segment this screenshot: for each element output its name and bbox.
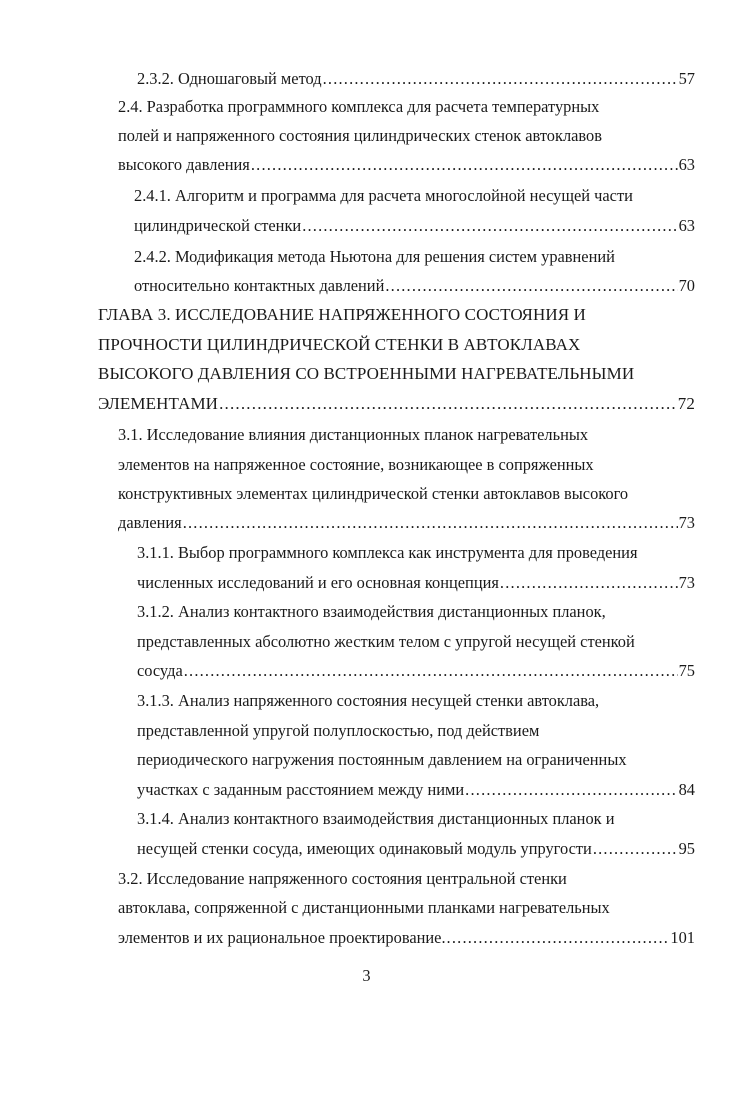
toc-entry-2-4-line-2: полей и напряженного состояния цилиндрических стенок автоклавов xyxy=(118,126,602,145)
toc-entry-text: участках с заданным расстоянием между ними xyxy=(137,780,465,799)
toc-entry-3-2 xyxy=(118,928,695,948)
toc-entry-2-3-2 xyxy=(137,69,695,89)
toc-entry-text: 2.3.2. Одношаговый метод xyxy=(137,69,322,88)
toc-entry-3-1-2 xyxy=(137,661,695,681)
toc-page-number: 101 xyxy=(670,928,695,947)
toc-entry-3-1-line-2: элементов на напряженное состояние, возникающее в сопряженных xyxy=(118,455,594,474)
toc-entry-3-1-1-line-1: 3.1.1. Выбор программного комплекса как инструмента для проведения xyxy=(137,543,638,562)
toc-entry-text: высокого давления xyxy=(118,155,250,174)
toc-entry-text: элементов и их рациональное проектирование. xyxy=(118,928,446,947)
toc-page-number: 70 xyxy=(678,276,695,295)
toc-entry-3-1-2-line-1: 3.1.2. Анализ контактного взаимодействия дистанционных планок, xyxy=(137,602,606,621)
toc-page-number: 63 xyxy=(678,155,695,174)
toc-chapter-3-line-2: ПРОЧНОСТИ ЦИЛИНДРИЧЕСКОЙ СТЕНКИ В АВТОКЛАВАХ xyxy=(98,335,581,354)
toc-entry-3-1-3-line-2: представленной упругой полуплоскостью, под действием xyxy=(137,721,540,740)
toc-entry-3-1-3-line-1: 3.1.3. Анализ напряженного состояния несущей стенки автоклава, xyxy=(137,691,600,710)
toc-entry-2-4-2 xyxy=(134,276,695,296)
toc-entry-3-1-4 xyxy=(137,839,695,859)
dot-leader xyxy=(593,839,678,859)
toc-entry-2-4-1 xyxy=(134,216,695,236)
toc-chapter-3-line-3: ВЫСОКОГО ДАВЛЕНИЯ СО ВСТРОЕННЫМИ НАГРЕВАТЕЛЬНЫМИ xyxy=(98,364,635,383)
toc-entry-text: несущей стенки сосуда, имеющих одинаковый модуль упругости xyxy=(137,839,592,858)
toc-entry-3-2-line-2: автоклава, сопряженной с дистанционными планками нагревательных xyxy=(118,898,610,917)
toc-entry-3-1 xyxy=(118,513,695,533)
toc-page-number: 57 xyxy=(678,69,695,88)
toc-entry-text: относительно контактных давлений xyxy=(134,276,385,295)
page-number: 3 xyxy=(362,966,371,985)
dot-leader xyxy=(385,276,677,296)
toc-entry-2-4-1-line-1: 2.4.1. Алгоритм и программа для расчета многослойной несущей части xyxy=(134,186,633,205)
toc-entry-3-1-line-1: 3.1. Исследование влияния дистанционных планок нагревательных xyxy=(118,425,589,444)
dot-leader xyxy=(500,573,678,593)
dot-leader xyxy=(183,513,678,533)
toc-page-number: 84 xyxy=(678,780,695,799)
toc-entry-3-1-1 xyxy=(137,573,695,593)
toc-entry-3-1-4-line-1: 3.1.4. Анализ контактного взаимодействия дистанционных планок и xyxy=(137,809,615,828)
toc-entry-text: численных исследований и его основная концепция xyxy=(137,573,499,592)
toc-chapter-3 xyxy=(98,394,695,414)
dot-leader xyxy=(251,155,678,175)
toc-entry-text: ЭЛЕМЕНТАМИ xyxy=(98,394,219,413)
toc-entry-3-2-line-1: 3.2. Исследование напряженного состояния центральной стенки xyxy=(118,869,567,888)
dot-leader xyxy=(465,780,677,800)
toc-entry-3-1-2-line-2: представленных абсолютно жестким телом с упругой несущей стенкой xyxy=(137,632,635,651)
toc-entry-3-1-line-3: конструктивных элементах цилиндрической стенки автоклавов высокого xyxy=(118,484,629,503)
dot-leader xyxy=(184,661,678,681)
toc-page-number: 72 xyxy=(677,394,695,413)
toc-entry-text: сосуда xyxy=(137,661,183,680)
dot-leader xyxy=(219,394,677,414)
toc-entry-2-4-line-1: 2.4. Разработка программного комплекса для расчета температурных xyxy=(118,97,600,116)
toc-entry-3-1-3-line-3: периодического нагружения постоянным давлением на ограниченных xyxy=(137,750,627,769)
dot-leader xyxy=(302,216,677,236)
dot-leader xyxy=(447,928,670,948)
toc-entry-text: давления xyxy=(118,513,182,532)
toc-page-number: 73 xyxy=(678,513,695,532)
toc-chapter-3-line-1: ГЛАВА 3. ИССЛЕДОВАНИЕ НАПРЯЖЕННОГО СОСТОЯНИЯ И xyxy=(98,305,586,324)
toc-page-number: 95 xyxy=(678,839,695,858)
toc-entry-2-4-2-line-1: 2.4.2. Модификация метода Ньютона для решения систем уравнений xyxy=(134,247,615,266)
toc-entry-2-4 xyxy=(118,155,695,175)
toc-entry-3-1-3 xyxy=(137,780,695,800)
toc-page-number: 75 xyxy=(678,661,695,680)
toc-page-number: 63 xyxy=(678,216,695,235)
dot-leader xyxy=(323,69,678,89)
toc-entry-text: цилиндрической стенки xyxy=(134,216,302,235)
toc-page-number: 73 xyxy=(678,573,695,592)
